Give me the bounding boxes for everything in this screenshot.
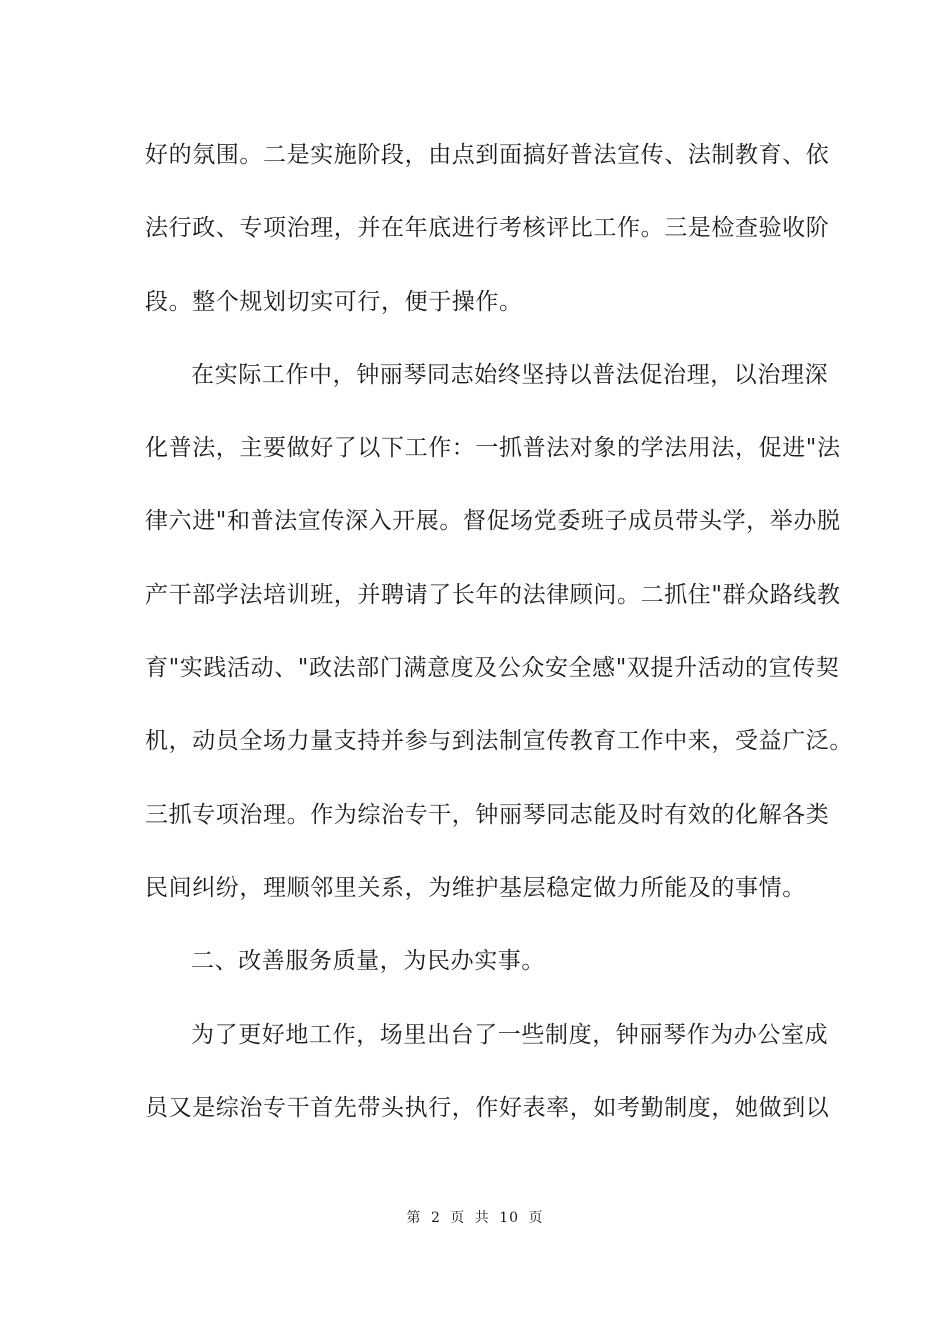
paragraph-start-line: 为了更好地工作，场里出台了一些制度，钟丽琴作为办公室成 [191, 1021, 829, 1048]
text-line: 化普法，主要做好了以下工作：一抓普法对象的学法用法，促进"法 [145, 435, 841, 462]
text-line: 好的氛围。二是实施阶段，由点到面搞好普法宣传、法制教育、依 [145, 142, 830, 168]
text-line: 产干部学法培训班，并聘请了长年的法律顾问。二抓住"群众路线教 [145, 581, 841, 608]
text-line: 法行政、专项治理，并在年底进行考核评比工作。三是检查验收阶 [145, 215, 830, 242]
section-heading: 二、改善服务质量，为民办实事。 [191, 948, 545, 975]
page-number-footer: 第 2 页 共 10 页 [406, 1210, 544, 1226]
text-line: 律六进"和普法宣传深入开展。督促场党委班子成员带头学，举办脱 [145, 508, 841, 535]
text-line: 民间纠纷，理顺邻里关系，为维护基层稳定做力所能及的事情。 [145, 874, 806, 901]
text-line: 机，动员全场力量支持并参与到法制宣传教育工作中来，受益广泛。 [145, 728, 853, 755]
paragraph-start-line: 在实际工作中，钟丽琴同志始终坚持以普法促治理，以治理深 [191, 361, 829, 388]
text-line: 段。整个规划切实可行，便于操作。 [145, 288, 523, 315]
text-line: 员又是综治专干首先带头执行，作好表率，如考勤制度，她做到以 [145, 1094, 830, 1121]
document-body [145, 131, 853, 1157]
text-line: 三抓专项治理。作为综治专干，钟丽琴同志能及时有效的化解各类 [145, 801, 830, 828]
text-line: 育"实践活动、"政法部门满意度及公众安全感"双提升活动的宣传契 [145, 655, 840, 682]
